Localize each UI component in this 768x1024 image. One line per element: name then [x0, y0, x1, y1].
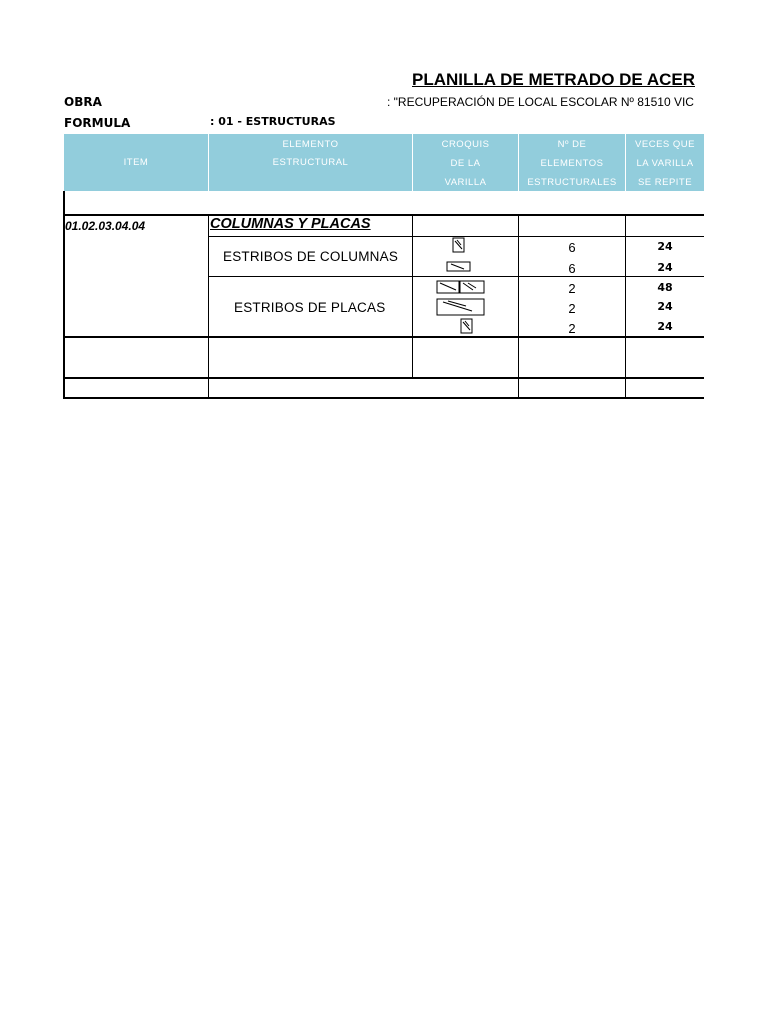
stirrup-long-icon: [436, 297, 486, 317]
obra-label: OBRA: [64, 95, 102, 109]
section-item-code: 01.02.03.04.04: [65, 219, 146, 233]
repeat-count: 24: [657, 261, 673, 274]
elements-count: 2: [568, 301, 576, 316]
table-border-bottom: [63, 397, 704, 399]
row-divider: [63, 336, 704, 338]
elements-count: 6: [568, 261, 576, 276]
col-divider: [208, 214, 209, 399]
repeat-count: 24: [657, 300, 673, 313]
elements-count: 2: [568, 321, 576, 336]
element-name: ESTRIBOS DE PLACAS: [234, 300, 386, 315]
col-header-item: ITEM: [64, 134, 209, 191]
col-header-croquis: CROQUIS DE LA VARILLA: [413, 134, 519, 191]
section-top-rule: [63, 214, 704, 216]
elements-count: 2: [568, 281, 576, 296]
repeat-count: 24: [657, 240, 673, 253]
stirrup-double-icon: [436, 279, 486, 295]
section-name: COLUMNAS Y PLACAS: [210, 216, 371, 232]
formula-label: FORMULA: [64, 116, 131, 130]
repeat-count: 48: [657, 281, 673, 294]
stirrup-small-icon: [460, 318, 474, 334]
row-divider: [208, 276, 704, 277]
obra-value: : "RECUPERACIÓN DE LOCAL ESCOLAR Nº 81510 VIC: [387, 95, 694, 109]
col-header-elementos: Nº DE ELEMENTOS ESTRUCTURALES: [519, 134, 626, 191]
col-header-elemento: ELEMENTO ESTRUCTURAL: [209, 134, 413, 191]
stirrup-small-icon: [452, 237, 466, 253]
page-title: PLANILLA DE METRADO DE ACER: [412, 70, 696, 89]
col-header-veces: VECES QUE LA VARILLA SE REPITE: [635, 139, 695, 188]
col-divider: [412, 214, 413, 378]
elements-count: 6: [568, 240, 576, 255]
repeat-count: 24: [657, 320, 673, 333]
row-divider: [63, 377, 704, 379]
element-name: ESTRIBOS DE COLUMNAS: [223, 249, 399, 264]
stirrup-flat-icon: [446, 260, 472, 273]
formula-value: : 01 - ESTRUCTURAS: [210, 115, 336, 128]
